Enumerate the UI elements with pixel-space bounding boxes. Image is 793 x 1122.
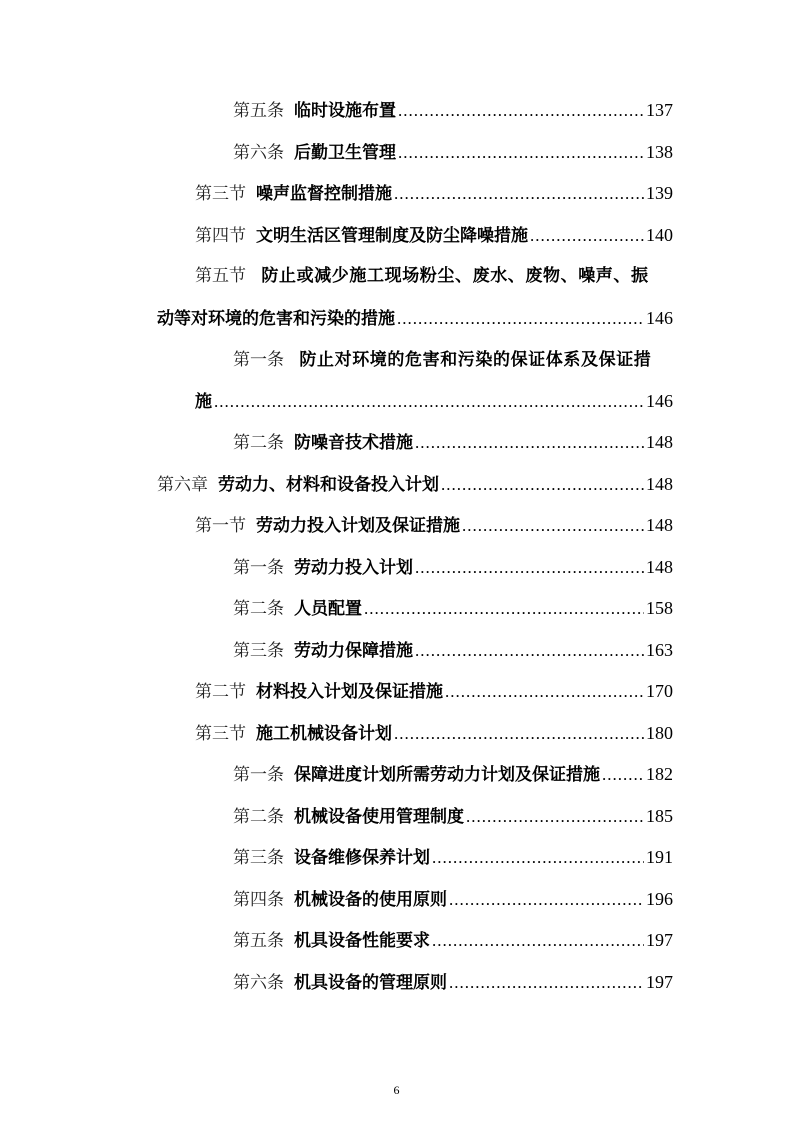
toc-entry[interactable] [233, 970, 673, 995]
toc-entry[interactable] [195, 513, 673, 538]
toc-entry[interactable] [195, 721, 673, 746]
entry-title: 人员配置 [294, 599, 362, 619]
entry-page: 182 [646, 764, 673, 784]
entry-title: 劳动力投入计划 [294, 558, 413, 578]
entry-page: 196 [646, 889, 673, 909]
entry-number: 第三条 [233, 848, 284, 868]
dot-leader [466, 805, 644, 829]
entry-number: 第六条 [233, 143, 284, 163]
entry-number: 第五条 [233, 931, 284, 951]
entry-page: 191 [646, 847, 673, 867]
toc-entry-line2[interactable] [195, 389, 673, 414]
dot-leader [398, 141, 644, 165]
dot-leader [415, 639, 644, 663]
entry-number: 第三条 [233, 641, 284, 661]
dot-leader [441, 473, 644, 497]
entry-title: 施工机械设备计划 [256, 724, 392, 744]
entry-number: 第三节 [195, 184, 246, 204]
dot-leader [602, 763, 644, 787]
entry-title: 机械设备的使用原则 [294, 890, 447, 910]
entry-number: 第一节 [195, 516, 246, 536]
entry-page: 139 [646, 183, 673, 203]
entry-page: 146 [646, 391, 673, 411]
entry-page: 148 [646, 515, 673, 535]
entry-page: 185 [646, 806, 673, 826]
dot-leader [449, 971, 644, 995]
entry-number: 第二条 [233, 807, 284, 827]
toc-entry[interactable] [233, 762, 673, 787]
entry-title: 设备维修保养计划 [294, 848, 430, 868]
entry-title: 材料投入计划及保证措施 [256, 682, 443, 702]
toc-entry[interactable] [233, 928, 673, 953]
entry-number: 第六章 [157, 475, 208, 495]
dot-leader [445, 680, 644, 704]
entry-page: 163 [646, 640, 673, 660]
toc-entry[interactable] [233, 887, 673, 912]
entry-title: 机具设备性能要求 [294, 931, 430, 951]
toc-entry[interactable] [195, 181, 673, 206]
entry-number: 第五条 [233, 101, 284, 121]
entry-page: 197 [646, 972, 673, 992]
toc-entry[interactable] [233, 804, 673, 829]
entry-page: 137 [646, 100, 673, 120]
entry-title: 劳动力保障措施 [294, 641, 413, 661]
entry-number: 第一条 [233, 765, 284, 785]
entry-page: 197 [646, 930, 673, 950]
entry-page: 148 [646, 557, 673, 577]
dot-leader [214, 390, 644, 414]
dot-leader [394, 722, 644, 746]
toc-entry[interactable] [233, 845, 673, 870]
entry-number: 第一条 [233, 350, 284, 370]
dot-leader [394, 182, 644, 206]
entry-page: 158 [646, 598, 673, 618]
entry-title: 文明生活区管理制度及防尘降噪措施 [256, 226, 528, 246]
entry-title: 劳动力、材料和设备投入计划 [218, 475, 439, 495]
entry-number: 第二条 [233, 599, 284, 619]
toc-entry-line1[interactable] [233, 348, 651, 372]
entry-page: 148 [646, 474, 673, 494]
dot-leader [397, 307, 644, 331]
dot-leader [530, 224, 644, 248]
entry-number: 第五节 [195, 266, 246, 286]
toc-entry-line1[interactable] [195, 264, 649, 288]
dot-leader [364, 597, 644, 621]
dot-leader [415, 556, 644, 580]
toc-entry[interactable] [195, 223, 673, 248]
entry-page: 148 [646, 432, 673, 452]
dot-leader [432, 929, 644, 953]
toc-entry[interactable] [195, 679, 673, 704]
entry-number: 第二节 [195, 682, 246, 702]
entry-page: 146 [646, 308, 673, 328]
entry-title: 机械设备使用管理制度 [294, 807, 464, 827]
dot-leader [415, 431, 644, 455]
dot-leader [398, 99, 644, 123]
entry-title: 防噪音技术措施 [294, 433, 413, 453]
toc-entry[interactable] [233, 98, 673, 123]
toc-entry[interactable] [233, 555, 673, 580]
entry-title: 后勤卫生管理 [294, 143, 396, 163]
dot-leader [432, 846, 644, 870]
toc-entry-line2[interactable] [157, 306, 673, 331]
toc-entry[interactable] [233, 430, 673, 455]
entry-title: 噪声监督控制措施 [256, 184, 392, 204]
entry-title: 保障进度计划所需劳动力计划及保证措施 [294, 765, 600, 785]
page-number: 6 [393, 1083, 400, 1097]
entry-title-continued: 施 [195, 392, 212, 412]
entry-page: 140 [646, 225, 673, 245]
entry-title: 防止或减少施工现场粉尘、废水、废物、噪声、振 [261, 266, 649, 286]
entry-number: 第六条 [233, 973, 284, 993]
entry-title: 劳动力投入计划及保证措施 [256, 516, 460, 536]
entry-title-continued: 动等对环境的危害和污染的措施 [157, 309, 395, 329]
dot-leader [449, 888, 644, 912]
entry-number: 第四条 [233, 890, 284, 910]
toc-entry[interactable] [233, 140, 673, 165]
entry-title: 防止对环境的危害和污染的保证体系及保证措 [299, 350, 652, 370]
toc-entry[interactable] [233, 596, 673, 621]
dot-leader [462, 514, 644, 538]
entry-title: 临时设施布置 [294, 101, 396, 121]
entry-title: 机具设备的管理原则 [294, 973, 447, 993]
entry-page: 180 [646, 723, 673, 743]
toc-entry[interactable] [233, 638, 673, 663]
entry-number: 第一条 [233, 558, 284, 578]
entry-number: 第四节 [195, 226, 246, 246]
entry-page: 170 [646, 681, 673, 701]
entry-page: 138 [646, 142, 673, 162]
entry-number: 第三节 [195, 724, 246, 744]
entry-number: 第二条 [233, 433, 284, 453]
toc-entry[interactable] [157, 472, 673, 497]
